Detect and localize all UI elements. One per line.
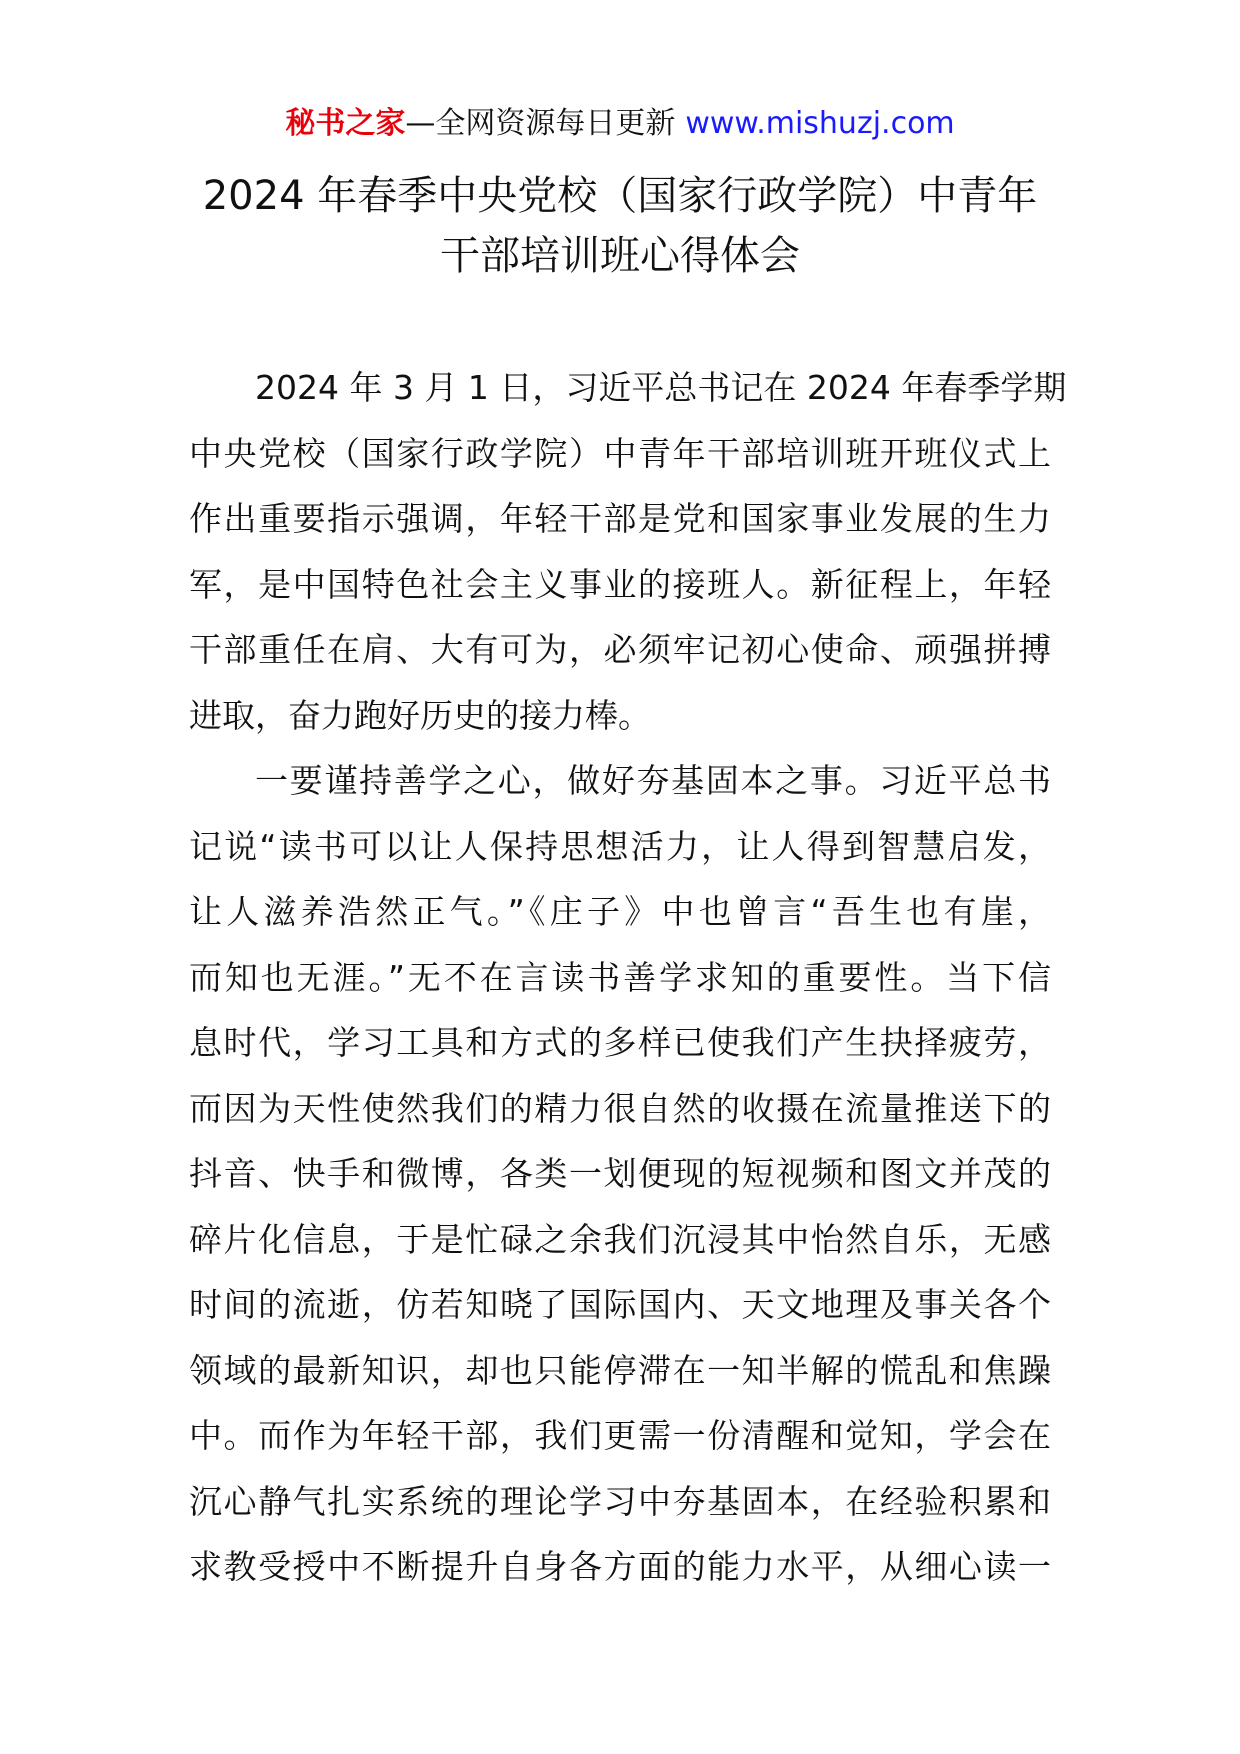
paragraph-line: 一要谨持善学之心，做好夯基固本之事。习近平总书 <box>255 761 1051 800</box>
paragraph-line: 记说“读书可以让人保持思想活力，让人得到智慧启发， <box>189 826 1051 866</box>
paragraph-line: 中央党校（国家行政学院）中青年干部培训班开班仪式上 <box>189 433 1051 473</box>
paragraph-2 <box>189 748 1051 1600</box>
paragraph-1 <box>189 355 1067 748</box>
paragraph-line: 干部重任在肩、大有可为，必须牢记初心使命、顽强拼搏 <box>189 630 1051 669</box>
paragraph-line: 息时代，学习工具和方式的多样已使我们产生抉择疲劳， <box>189 1023 1051 1062</box>
paragraph-line: 碎片化信息，于是忙碌之余我们沉浸其中怡然自乐，无感 <box>189 1219 1051 1259</box>
title-line-1: 2024 年春季中央党校（国家行政学院）中青年 <box>202 173 1038 219</box>
paragraph-line: 2024 年 3 月 1 日，习近平总书记在 2024 年春季学期 <box>255 368 1067 407</box>
paragraph-line: 而因为天性使然我们的精力很自然的收摄在流量推送下的 <box>189 1088 1051 1128</box>
document-title <box>150 166 1090 286</box>
site-tagline: —全网资源每日更新 <box>405 106 676 141</box>
document-body <box>189 355 1067 1600</box>
paragraph-line: 时间的流逝，仿若知晓了国际国内、天文地理及事关各个 <box>189 1285 1051 1324</box>
paragraph-line: 领域的最新知识，却也只能停滞在一知半解的慌乱和焦躁 <box>189 1350 1051 1390</box>
paragraph-line: 作出重要指示强调，年轻干部是党和国家事业发展的生力 <box>189 499 1051 538</box>
paragraph-line: 求教受授中不断提升自身各方面的能力水平，从细心读一 <box>189 1547 1051 1586</box>
title-line-2: 干部培训班心得体会 <box>440 233 800 279</box>
paragraph-line: 军，是中国特色社会主义事业的接班人。新征程上，年轻 <box>189 564 1051 604</box>
site-url-link[interactable]: www.mishuzj.com <box>685 106 955 141</box>
paragraph-line: 进取，奋力跑好历史的接力棒。 <box>189 695 651 735</box>
paragraph-line: 中。而作为年轻干部，我们更需一份清醒和觉知，学会在 <box>189 1416 1051 1455</box>
site-brand: 秘书之家 <box>285 106 406 141</box>
paragraph-line: 抖音、快手和微博，各类一划便现的短视频和图文并茂的 <box>189 1154 1051 1193</box>
site-header <box>0 104 1240 144</box>
paragraph-line: 让人滋养浩然正气。”《庄子》中也曾言“吾生也有崖， <box>189 892 1051 931</box>
paragraph-line: 沉心静气扎实系统的理论学习中夯基固本，在经验积累和 <box>189 1481 1051 1521</box>
paragraph-line: 而知也无涯。”无不在言读书善学求知的重要性。当下信 <box>189 957 1051 997</box>
